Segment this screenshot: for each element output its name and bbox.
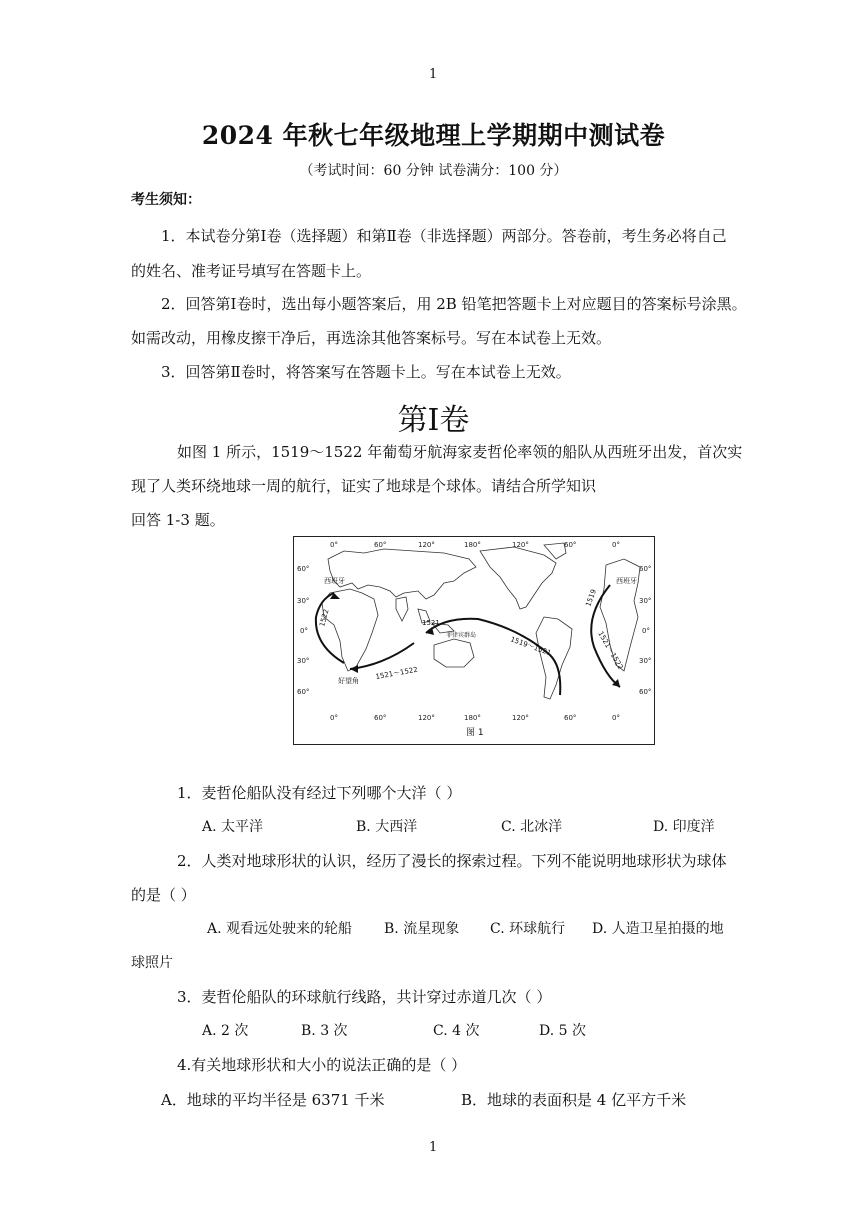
notice-1-line-1: 1．本试卷分第Ⅰ卷（选择题）和第Ⅱ卷（非选择题）两部分。答卷前，考生务必将自己: [161, 227, 727, 245]
map-right-tick: 60°: [639, 565, 652, 573]
notice-2-line-1: 2．回答第Ⅰ卷时，选出每小题答案后，用 2B 铅笔把答题卡上对应题目的答案标号涂黑。: [161, 295, 747, 313]
map-top-tick: 0°: [330, 541, 338, 549]
q3-option-b: B. 3 次: [301, 1023, 348, 1039]
q3-option-a: A. 2 次: [202, 1023, 249, 1039]
page-number-top: 1: [429, 67, 438, 82]
label-1521-1522-right: 1521～1522: [596, 630, 625, 671]
map-top-tick: 120°: [418, 541, 435, 549]
section-title: 第Ⅰ卷: [397, 403, 470, 438]
map-bottom-tick: 120°: [512, 714, 529, 722]
q2-option-c: C. 环球航行: [490, 921, 566, 937]
map-left-tick: 60°: [297, 688, 310, 696]
map-left-tick: 30°: [297, 597, 310, 605]
q4-stem: 4.有关地球形状和大小的说法正确的是（ ）: [177, 1056, 467, 1074]
map-right-tick: 60°: [639, 688, 652, 696]
q1-option-d: D. 印度洋: [653, 819, 715, 835]
q1-option-a: A. 太平洋: [202, 819, 264, 835]
q2-option-d-continued: 球照片: [131, 955, 173, 971]
label-cape: 好望角: [338, 677, 359, 685]
map-left-tick: 0°: [300, 627, 308, 635]
map-top-tick: 0°: [612, 541, 620, 549]
map-top-tick: 180°: [464, 541, 481, 549]
label-1519-1521: 1519～1521: [509, 635, 553, 658]
map-bottom-tick: 180°: [464, 714, 481, 722]
label-spain-left: 西班牙: [324, 577, 345, 585]
q1-stem: 1．麦哲伦船队没有经过下列哪个大洋（ ）: [177, 784, 462, 802]
intro-line-2: 现了人类环绕地球一周的航行，证实了地球是个球体。请结合所学知识: [131, 477, 597, 495]
map-bottom-tick: 0°: [330, 714, 338, 722]
map-top-tick: 120°: [512, 541, 529, 549]
page-number-bottom: 1: [429, 1140, 438, 1155]
route-arrows: [330, 593, 620, 687]
map-caption: 图 1: [466, 728, 484, 738]
magellan-route-map: [293, 536, 655, 745]
map-right-tick: 30°: [639, 597, 652, 605]
map-left-tick: 60°: [297, 565, 310, 573]
map-bottom-tick: 60°: [564, 714, 577, 722]
q2-option-b: B. 流星现象: [384, 921, 460, 937]
map-bottom-tick: 60°: [374, 714, 387, 722]
label-1522: 1522: [318, 608, 331, 628]
label-1519: 1519: [584, 588, 598, 608]
map-bottom-tick: 0°: [612, 714, 620, 722]
q2-stem-line-1: 2．人类对地球形状的认识，经历了漫长的探索过程。下列不能说明地球形状为球体: [177, 852, 727, 870]
q4-option-a: A．地球的平均半径是 6371 千米: [161, 1091, 385, 1109]
intro-line-3: 回答 1-3 题。: [131, 511, 225, 529]
q2-option-a: A. 观看远处驶来的轮船: [207, 921, 353, 937]
label-philippines: 菲律宾群岛: [446, 632, 477, 639]
label-spain-right: 西班牙: [616, 577, 637, 585]
intro-line-1: 如图 1 所示，1519～1522 年葡萄牙航海家麦哲伦率领的船队从西班牙出发，首次实: [177, 443, 743, 461]
q1-option-c: C. 北冰洋: [501, 819, 563, 835]
map-top-tick: 60°: [564, 541, 577, 549]
map-top-tick: 60°: [374, 541, 387, 549]
q3-stem: 3．麦哲伦船队的环球航行线路，共计穿过赤道几次（ ）: [177, 988, 552, 1006]
label-1521-1522: 1521～1522: [374, 665, 419, 681]
map-left-tick: 30°: [297, 657, 310, 665]
q2-stem-line-2: 的是（ ）: [131, 886, 196, 904]
exam-info: （考试时间：60 分钟 试卷满分：100 分）: [299, 163, 568, 179]
notice-1-line-2: 的姓名、准考证号填写在答题卡上。: [131, 262, 372, 280]
magellan-route: [316, 585, 620, 695]
map-right-tick: 30°: [639, 657, 652, 665]
label-1521: 1521: [422, 619, 440, 627]
q3-option-c: C. 4 次: [433, 1023, 480, 1039]
notice-3: 3．回答第Ⅱ卷时，将答案写在答题卡上。写在本试卷上无效。: [161, 363, 571, 381]
notice-2-line-2: 如需改动，用橡皮擦干净后，再选涂其他答案标号。写在本试卷上无效。: [131, 329, 612, 347]
q2-option-d: D. 人造卫星拍摄的地: [592, 921, 724, 937]
notice-heading: 考生须知：: [131, 192, 201, 208]
q1-option-b: B. 大西洋: [356, 819, 418, 835]
map-bottom-tick: 120°: [418, 714, 435, 722]
q4-option-b: B．地球的表面积是 4 亿平方千米: [461, 1091, 687, 1109]
q3-option-d: D. 5 次: [539, 1023, 586, 1039]
page-title: 2024 年秋七年级地理上学期期中测试卷: [201, 121, 666, 150]
map-right-tick: 0°: [642, 627, 650, 635]
